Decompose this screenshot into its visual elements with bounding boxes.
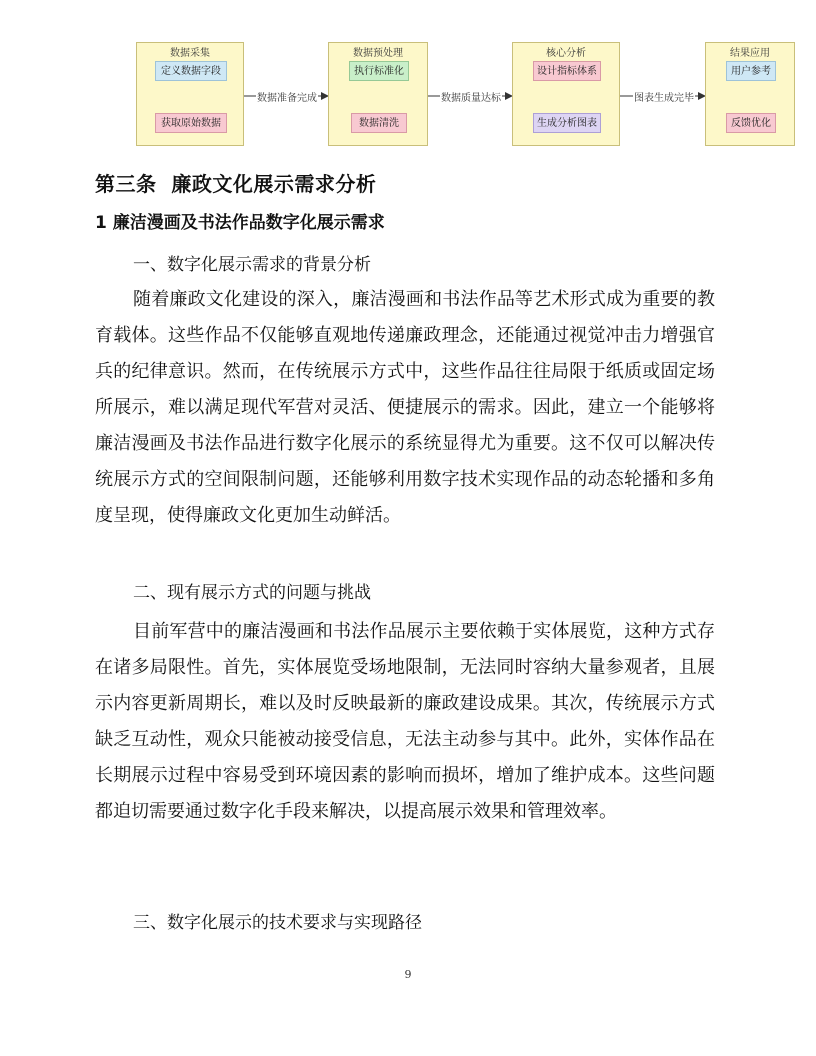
edge-label-data-ready: 数据准备完成: [256, 89, 318, 104]
process-flowchart: [0, 0, 816, 160]
edge-label-quality-ok: 数据质量达标: [440, 89, 502, 104]
node-fetch-raw-data: 获取原始数据: [155, 113, 227, 133]
stage-title: 结果应用: [730, 48, 770, 59]
node-data-cleaning: 数据清洗: [351, 113, 407, 133]
stage-result-application: [705, 42, 795, 146]
node-generate-charts: 生成分析图表: [533, 113, 601, 133]
stage-core-analysis: [512, 42, 620, 146]
article-heading: 第三条 廉政文化展示需求分析: [95, 172, 377, 196]
stage-preprocessing: [328, 42, 428, 146]
section-heading: 1 廉洁漫画及书法作品数字化展示需求: [95, 213, 385, 233]
stage-title: 核心分析: [546, 48, 586, 59]
node-define-fields: 定义数据字段: [155, 61, 227, 81]
subheading-tech-requirements: 三、数字化展示的技术要求与实现路径: [133, 913, 422, 933]
node-feedback-optimize: 反馈优化: [726, 113, 776, 133]
page-number: 9: [404, 968, 412, 981]
edge-label-charts-done: 图表生成完毕: [633, 89, 695, 104]
node-user-reference: 用户参考: [726, 61, 776, 81]
paragraph-problems: 目前军营中的廉洁漫画和书法作品展示主要依赖于实体展览，这种方式存在诸多局限性。首先，实体展览受场地限制，无法同时容纳大量参观者，且展示内容更新周期长，难以及时反映最新的廉政建设成果。其次，传统展示方式缺乏互动性，观众只能被动接受信息，无法主动参与其中。此外，实体作品在长期展示过程中容易受到环境因素的影响而损坏，增加了维护成本。这些问题都迫切需要通过数字化手段来解决，以提高展示效果和管理效率。: [95, 621, 715, 822]
node-standardize: 执行标准化: [349, 61, 409, 81]
node-design-indicators: 设计指标体系: [533, 61, 601, 81]
subheading-problems: 二、现有展示方式的问题与挑战: [133, 583, 371, 603]
stage-title: 数据预处理: [353, 48, 403, 59]
stage-title: 数据采集: [170, 48, 210, 59]
stage-data-collection: [136, 42, 244, 146]
subheading-background: 一、数字化展示需求的背景分析: [133, 255, 371, 275]
paragraph-background: 随着廉政文化建设的深入，廉洁漫画和书法作品等艺术形式成为重要的教育载体。这些作品不仅能够直观地传递廉政理念，还能通过视觉冲击力增强官兵的纪律意识。然而，在传统展示方式中，这些作品往往局限于纸质或固定场所展示，难以满足现代军营对灵活、便捷展示的需求。因此，建立一个能够将廉洁漫画及书法作品进行数字化展示的系统显得尤为重要。这不仅可以解决传统展示方式的空间限制问题，还能够利用数字技术实现作品的动态轮播和多角度呈现，使得廉政文化更加生动鲜活。: [95, 289, 715, 526]
